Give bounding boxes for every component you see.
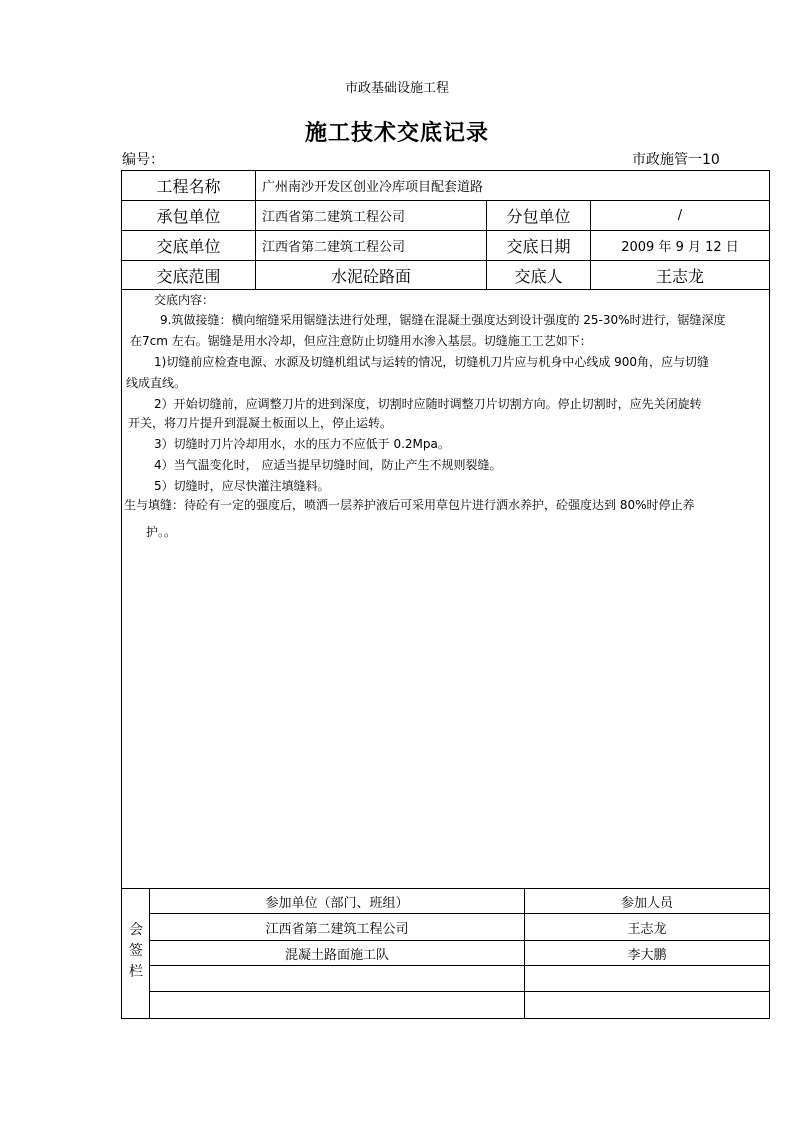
content-line: 在7cm 左右。锯缝是用水冷却，但应注意防止切缝用水渗入基层。切缝施工工艺如下： xyxy=(130,334,592,348)
serial-number: 市政施管一10 xyxy=(632,152,720,168)
signoff-unit xyxy=(150,992,524,1018)
content-line: 线成直线。 xyxy=(126,376,187,390)
document-category: 市政基础设施工程 xyxy=(344,81,449,96)
scope-label: 交底范围 xyxy=(156,266,221,286)
signoff-unit xyxy=(150,966,524,991)
signoff-col-unit: 参加单位（部门、班组） xyxy=(265,895,409,911)
signoff-label xyxy=(122,920,150,983)
briefing-unit-label: 交底单位 xyxy=(156,237,221,256)
subcontractor-value: / xyxy=(677,208,683,223)
scope-value: 水泥砼路面 xyxy=(330,266,411,286)
content-line: 1)切缝前应检查电源、水源及切缝机组试与运转的情况，切缝机刀片应与机身中心线成 900角，应与切缝 xyxy=(154,355,710,369)
project-name-label: 工程名称 xyxy=(156,177,221,196)
content-line: 4）当气温变化时， 应适当提早切缝时间，防止产生不规则裂缝。 xyxy=(154,458,502,472)
briefer-value: 王志龙 xyxy=(655,266,704,286)
signoff-person xyxy=(525,966,769,991)
content-line: 护。。 xyxy=(146,525,177,539)
subcontractor-label: 分包单位 xyxy=(506,207,571,226)
briefing-unit-value: 江西省第二建筑工程公司 xyxy=(262,240,406,255)
content-heading: 交底内容： xyxy=(154,293,215,307)
signoff-person: 王志龙 xyxy=(627,921,667,937)
project-name-value: 广州南沙开发区创业冷库项目配套道路 xyxy=(262,180,484,195)
content-line: 生与填缝：待砼有一定的强度后，喷洒一层养护液后可采用草包片进行洒水养护，砼强度达到 80%时停止养 xyxy=(124,498,695,512)
serial-label: 编号： xyxy=(122,152,164,168)
briefer-label: 交底人 xyxy=(514,266,563,286)
document-title: 施工技术交底记录 xyxy=(304,120,489,146)
signoff-person xyxy=(525,992,769,1018)
signoff-col-person: 参加人员 xyxy=(620,895,673,911)
briefing-date-value: 2009 年 9 月 12 日 xyxy=(621,240,739,255)
signoff-unit: 江西省第二建筑工程公司 xyxy=(265,921,409,937)
content-line: 2）开始切缝前，应调整刀片的进到深度，切割时应随时调整刀片切割方向。停止切割时，应先关闭旋转 xyxy=(154,397,702,411)
signoff-person: 李大鹏 xyxy=(627,947,667,963)
content-line: 5）切缝时，应尽快灌注填缝料。 xyxy=(154,479,330,493)
contractor-label: 承包单位 xyxy=(156,207,221,226)
signoff-label-text: 会签栏 xyxy=(129,922,143,980)
contractor-value: 江西省第二建筑工程公司 xyxy=(262,210,406,225)
content-line: 开关，将刀片提升到混凝土板面以上，停止运转。 xyxy=(128,416,393,430)
briefing-date-label: 交底日期 xyxy=(506,237,571,256)
content-line: 9.筑做接缝：横向缩缝采用锯缝法进行处理，锯缝在混凝土强度达到设计强度的 25-30%时进行，锯缝深度 xyxy=(160,313,726,327)
signoff-unit: 混凝土路面施工队 xyxy=(284,947,389,963)
content-line: 3）切缝时刀片冷却用水，水的压力不应低于 0.2Mpa。 xyxy=(154,437,450,451)
